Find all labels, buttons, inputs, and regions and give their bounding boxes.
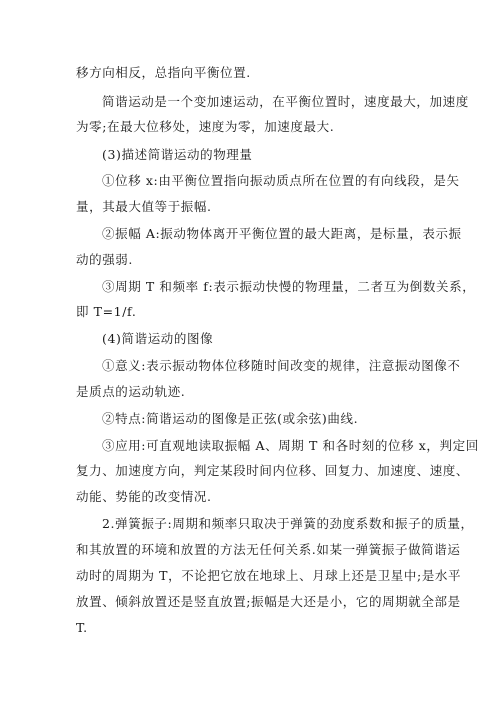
- text-line: 动时的周期为 T，不论把它放在地球上、月球上还是卫星中;是水平: [76, 568, 462, 583]
- text-line: ①意义:表示振动物体位移随时间改变的规律，注意振动图像不: [102, 358, 461, 373]
- text-line: T.: [76, 620, 88, 635]
- text-line: ③周期 T 和频率 f:表示振动快慢的物理量，二者互为倒数关系，: [102, 279, 476, 294]
- text-line: 为零;在最大位移处，速度为零，加速度最大.: [76, 119, 335, 134]
- text-line: 和其放置的环境和放置的方法无任何关系.如某一弹簧振子做简谐运: [76, 542, 461, 557]
- text-line: 即 T=1/f.: [76, 304, 137, 319]
- text-line: 2.弹簧振子:周期和频率只取决于弹簧的劲度系数和振子的质量，: [102, 516, 474, 531]
- text-line: 是质点的运动轨迹.: [76, 384, 186, 399]
- text-line: ③应用:可直观地读取振幅 A、周期 T 和各时刻的位移 x，判定回: [102, 438, 479, 453]
- text-line: 动的强弱.: [76, 252, 133, 267]
- text-line: 移方向相反，总指向平衡位置.: [76, 65, 251, 80]
- text-line: ②振幅 A:振动物体离开平衡位置的最大距离，是标量，表示振: [102, 226, 462, 241]
- text-line: ②特点:简谐运动的图像是正弦(或余弦)曲线.: [102, 411, 359, 426]
- text-line: 量，其最大值等于振幅.: [76, 199, 212, 214]
- text-line: 放置、倾斜放置还是竖直放置;振幅是大还是小，它的周期就全部是: [76, 594, 461, 609]
- text-line: 复力、加速度方向，判定某段时间内位移、回复力、加速度、速度、: [76, 463, 470, 478]
- text-line: 简谐运动是一个变加速运动，在平衡位置时，速度最大，加速度: [102, 94, 469, 109]
- text-line: 动能、势能的改变情况.: [76, 489, 212, 504]
- section-heading: (4)简谐运动的图像: [102, 331, 214, 346]
- section-heading: (3)描述简谐运动的物理量: [102, 147, 253, 162]
- text-line: ①位移 x:由平衡位置指向振动质点所在位置的有向线段，是矢: [102, 173, 460, 188]
